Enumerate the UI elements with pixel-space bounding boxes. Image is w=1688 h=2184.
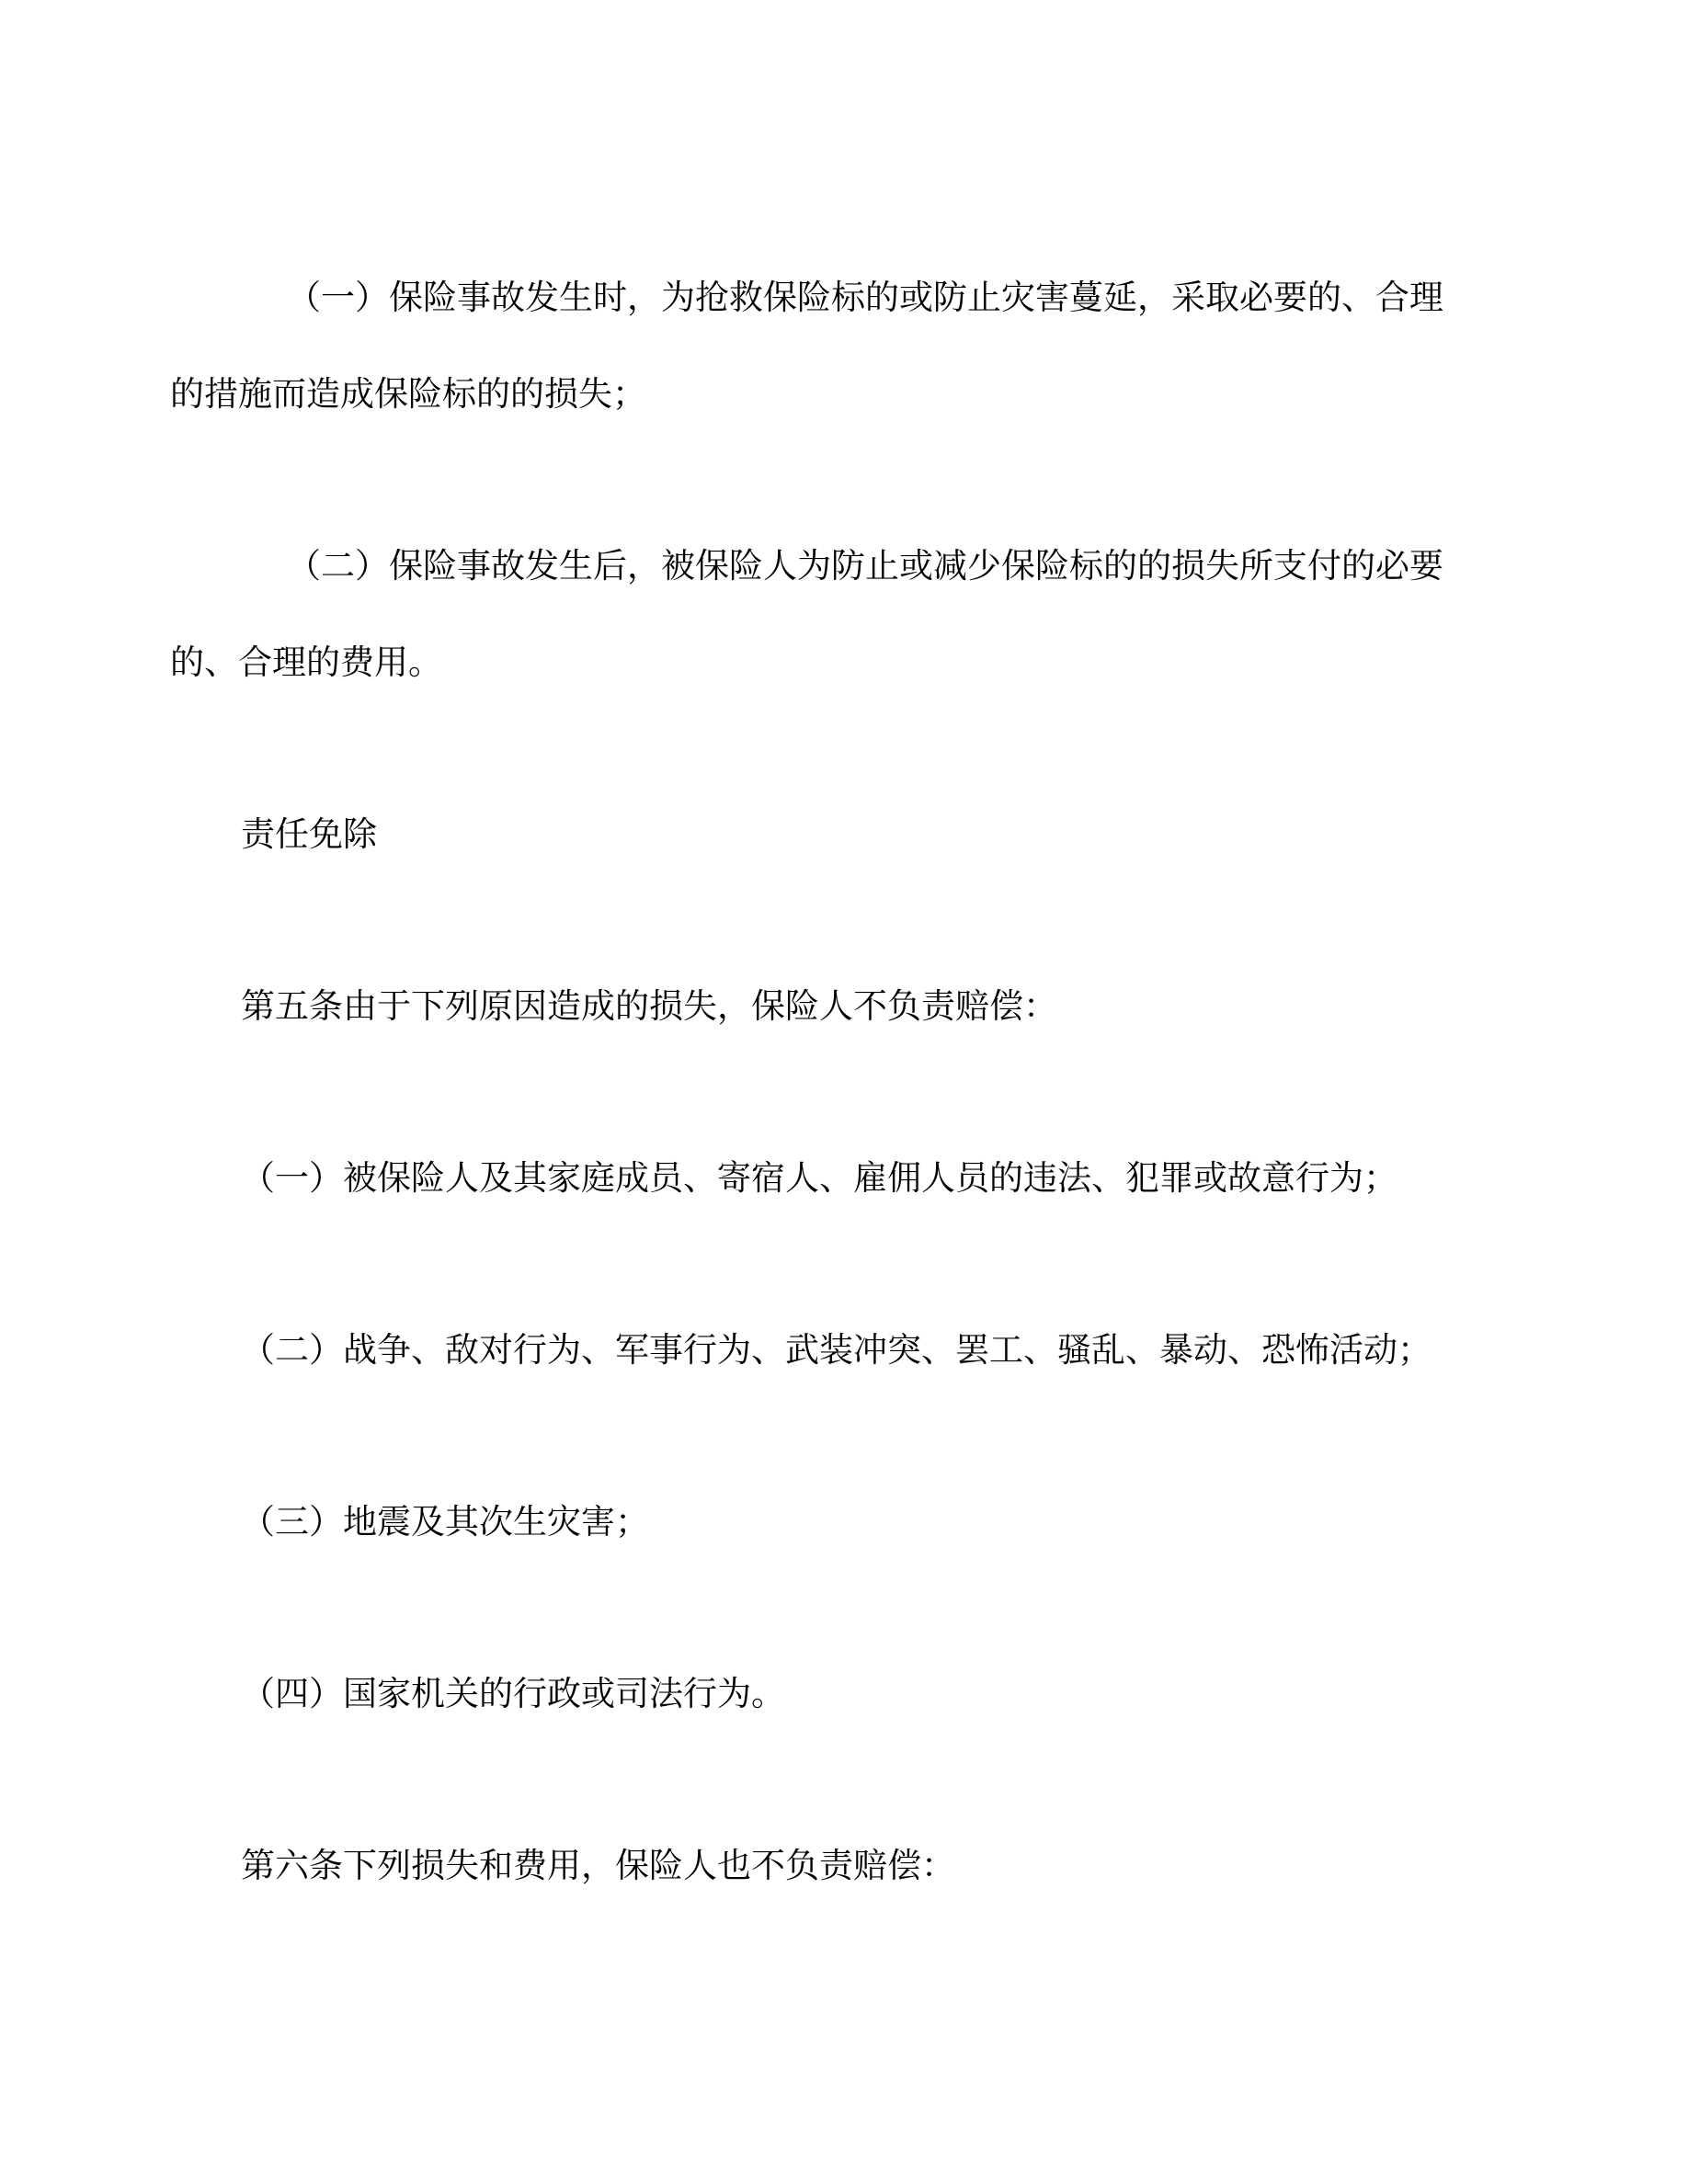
- paragraph-exclusion-item-1: [170, 1131, 1532, 1227]
- paragraph-exclusion-item-3: [170, 1474, 1532, 1571]
- paragraph-line: 的、合理的费用。: [170, 644, 442, 682]
- paragraph-article-5: [170, 959, 1532, 1055]
- paragraph-exclusion-item-4: [170, 1646, 1532, 1743]
- paragraph-line: （二）保险事故发生后，被保险人为防止或减少保险标的的损失所支付的必要: [287, 548, 1443, 586]
- paragraph-line: （三）地震及其次生灾害；: [241, 1504, 649, 1541]
- paragraph-line: （二）战争、敌对行为、军事行为、武装冲突、罢工、骚乱、暴动、恐怖活动；: [241, 1332, 1431, 1370]
- paragraph-line: 责任免除: [241, 816, 377, 854]
- paragraph-line: （四）国家机关的行政或司法行为。: [241, 1676, 785, 1713]
- paragraph-line: （一）被保险人及其家庭成员、寄宿人、雇佣人员的违法、犯罪或故意行为；: [241, 1160, 1397, 1198]
- paragraph-line: 第五条由于下列原因造成的损失，保险人不负责赔偿：: [241, 988, 1057, 1026]
- paragraph-article-6: [170, 1818, 1532, 1915]
- section-heading-exclusions: [170, 787, 1532, 883]
- paragraph-exclusion-item-2: [170, 1302, 1532, 1399]
- paragraph-clause-1: [170, 250, 1532, 443]
- paragraph-clause-2: [170, 518, 1532, 711]
- paragraph-line: 的措施而造成保险标的的损失；: [170, 376, 646, 414]
- paragraph-line: （一）保险事故发生时，为抢救保险标的或防止灾害蔓延，采取必要的、合理: [287, 279, 1443, 317]
- paragraph-line: 第六条下列损失和费用，保险人也不负责赔偿：: [241, 1848, 955, 1885]
